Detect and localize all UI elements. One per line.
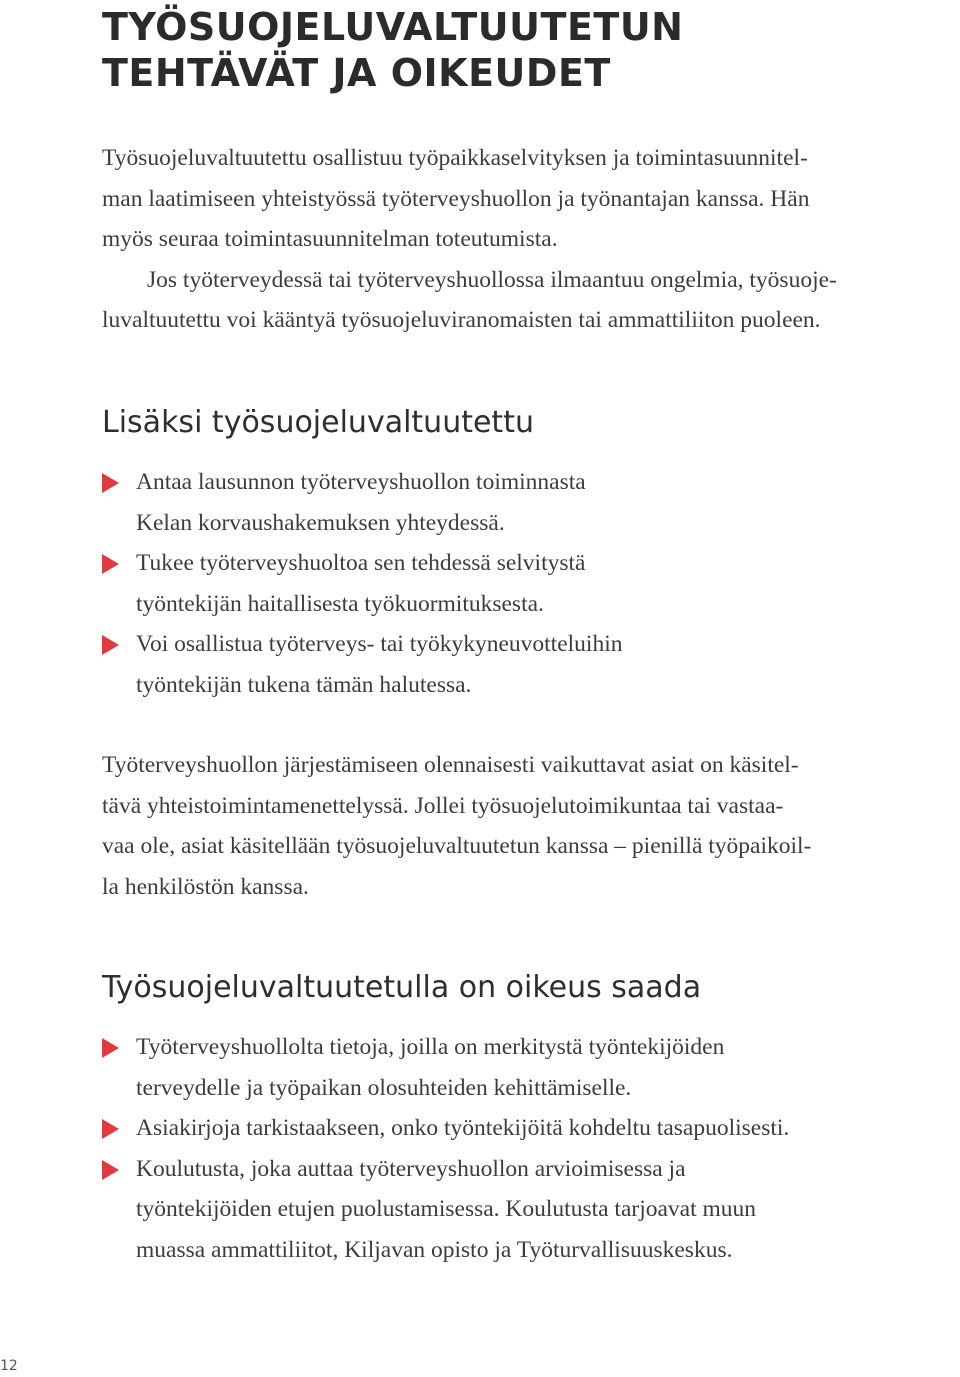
- page-number: 12: [0, 1358, 18, 1374]
- list-item: [102, 624, 960, 705]
- list-item-line: terveydelle ja työpaikan olosuhteiden kehittämiselle.: [136, 1074, 632, 1101]
- triangle-bullet-icon: [102, 473, 119, 493]
- list-item-line: Koulutusta, joka auttaa työterveyshuollon arvioimisessa ja: [136, 1155, 686, 1182]
- list-item-line: työntekijöiden etujen puolustamisessa. Koulutusta tarjoavat muun: [136, 1196, 757, 1222]
- intro-line: Työsuojeluvaltuutettu osallistuu työpaikkaselvityksen ja toimintasuunnitel-: [102, 145, 808, 171]
- list-item: [102, 543, 960, 624]
- triangle-bullet-icon: [102, 1160, 119, 1180]
- intro-line: Jos työterveydessä tai työterveyshuollossa ilmaantuu ongelmia, työsuoje-: [147, 266, 837, 293]
- list-item-line: Tukee työterveyshuoltoa sen tehdessä selvitystä: [136, 550, 586, 576]
- triangle-bullet-icon: [102, 1119, 119, 1139]
- list-item-line: työntekijän tukena tämän halutessa.: [136, 671, 472, 698]
- list-item: [102, 1108, 960, 1149]
- list-item: [102, 462, 960, 543]
- intro-line: myös seuraa toimintasuunnitelman toteutumista.: [102, 226, 558, 252]
- middle-line: la henkilöstön kanssa.: [102, 873, 309, 900]
- list-item-line: Kelan korvaushakemuksen yhteydessä.: [136, 509, 505, 536]
- middle-line: Työterveyshuollon järjestämiseen olennaisesti vaikuttavat asiat on käsitel-: [102, 752, 799, 778]
- list-item-line: Työterveyshuollolta tietoja, joilla on merkitystä työntekijöiden: [136, 1034, 725, 1060]
- section-heading-additionally: Lisäksi työsuojeluvaltuutettu: [102, 405, 534, 440]
- triangle-bullet-icon: [102, 635, 119, 655]
- list-item-line: Antaa lausunnon työterveyshuollon toiminnasta: [136, 469, 586, 495]
- page-title: [102, 4, 683, 96]
- triangle-bullet-icon: [102, 554, 119, 574]
- rights-list: [102, 1027, 960, 1270]
- intro-paragraph: [102, 138, 960, 341]
- intro-line: luvaltuutettu voi kääntyä työsuojeluviranomaisten tai ammattiliiton puoleen.: [102, 307, 821, 333]
- list-item-line: Asiakirjoja tarkistaakseen, onko työntekijöitä kohdeltu tasapuolisesti.: [136, 1115, 790, 1141]
- page-title-line-2: TEHTÄVÄT JA OIKEUDET: [102, 51, 611, 95]
- list-item-line: Voi osallistua työterveys- tai työkykyneuvotteluihin: [136, 631, 623, 657]
- list-item: [102, 1149, 960, 1271]
- duties-list: [102, 462, 960, 705]
- intro-line: man laatimiseen yhteistyössä työterveyshuollon ja työnantajan kanssa. Hän: [102, 185, 810, 212]
- triangle-bullet-icon: [102, 1038, 119, 1058]
- middle-line: tävä yhteistoimintamenettelyssä. Jollei työsuojelutoimikuntaa tai vastaa-: [102, 792, 784, 819]
- middle-line: vaa ole, asiat käsitellään työsuojeluvaltuutetun kanssa – pienillä työpaikoil-: [102, 833, 812, 859]
- page-title-line-1: TYÖSUOJELUVALTUUTETUN: [102, 5, 684, 49]
- list-item: [102, 1027, 960, 1108]
- middle-paragraph: [102, 745, 960, 907]
- list-item-line: muassa ammattiliitot, Kiljavan opisto ja Työturvallisuuskeskus.: [136, 1236, 733, 1263]
- list-item-line: työntekijän haitallisesta työkuormituksesta.: [136, 590, 544, 617]
- section-heading-rights: Työsuojeluvaltuutetulla on oikeus saada: [102, 970, 702, 1005]
